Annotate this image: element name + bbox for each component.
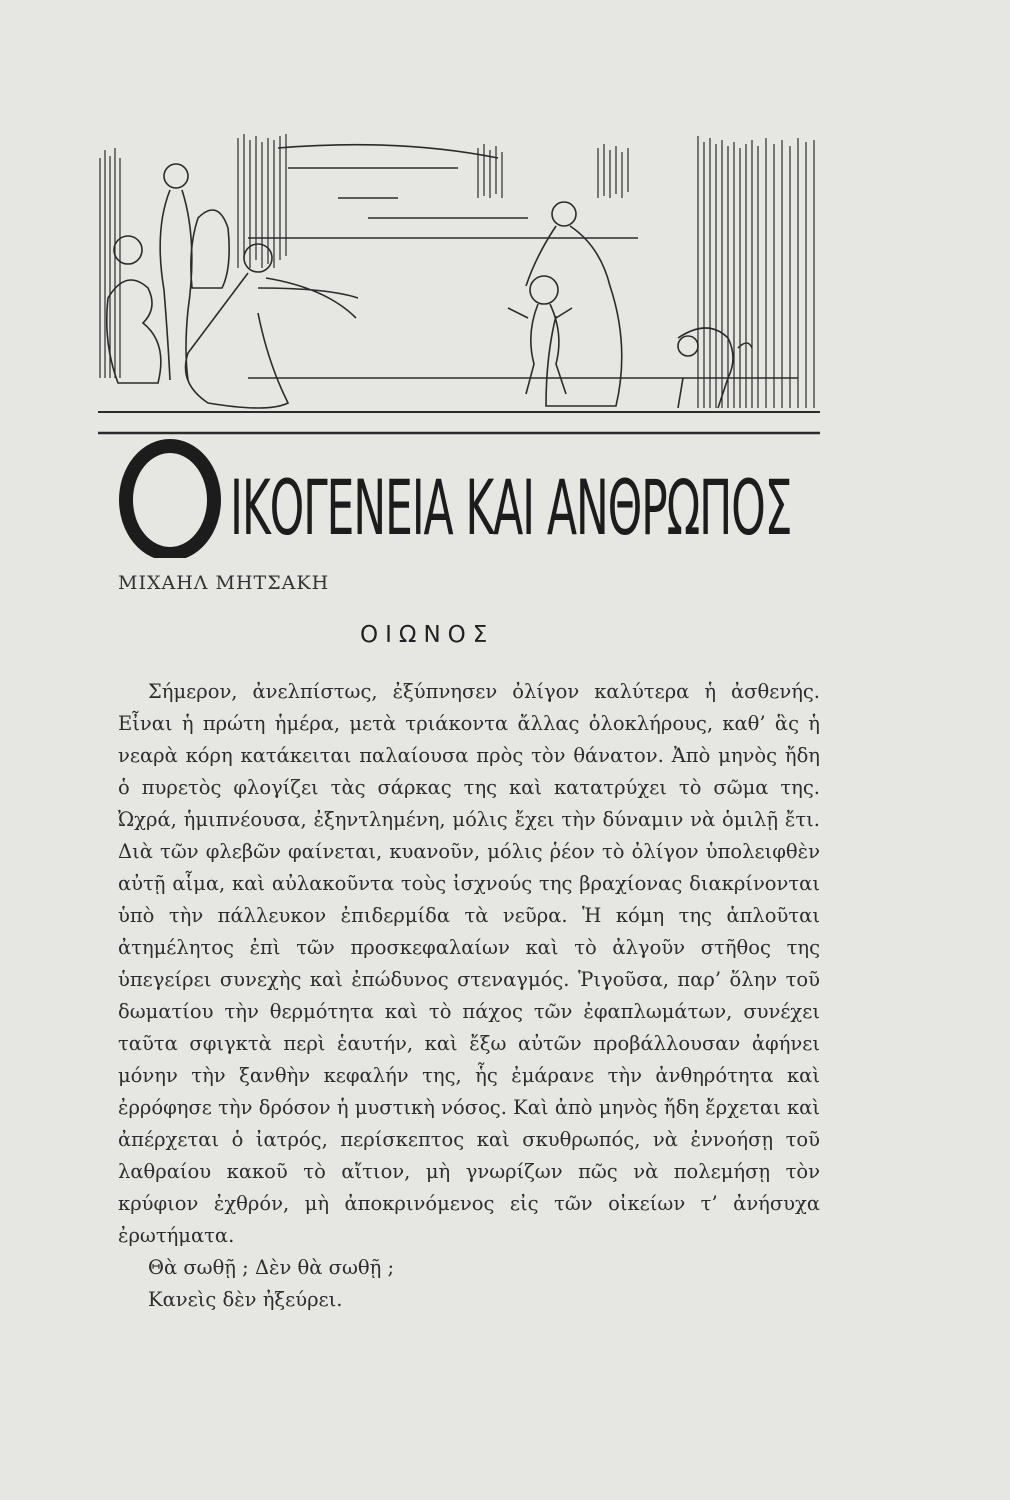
title-text: ΙΚΟΓΕΝΕΙΑ ΚΑΙ ΑΝΘΡΩΠΟΣ	[230, 463, 792, 552]
story-body	[118, 676, 820, 1316]
initial-letter-o	[118, 438, 228, 558]
dialog-line: Θὰ σωθῇ ; Δὲν θὰ σωθῇ ;	[148, 1256, 395, 1279]
title-block	[118, 438, 818, 558]
dialog-line: Κανεὶς δὲν ἠξεύρει.	[148, 1288, 343, 1311]
header-illustration	[98, 128, 820, 438]
family-scene-drawing	[98, 128, 820, 438]
author-name: ΜΙΧΑΗΛ ΜΗΤΣΑΚΗ	[118, 572, 330, 594]
story-heading: ΟΙΩΝΟΣ	[360, 622, 495, 648]
paragraph: Σήμερον, ἀνελπίστως, ἐξύπνησεν ὀλίγον καλύτερα ἡ ἀσθενής. Εἶναι ἡ πρώτη ἡμέρα, μετὰ τριάκοντα ἄλλας ὁλοκλήρους, καθ’ ἃς ἡ νεαρὰ κόρη κατάκειται παλαίουσα πρὸς τὸν θάνατον. Ἀπὸ μηνὸς ἤδη ὁ πυρετὸς φλογίζει τὰς σάρκας της καὶ κατατρύχει τὸ σῶμα της. Ὠχρά, ἡμιπνέουσα, ἐξηντλημένη, μόλις ἔχει τὴν δύναμιν νὰ ὁμιλῇ ἔτι. Διὰ τῶν φλεβῶν φαίνεται, κυανοῦν, μόλις ῥέον τὸ ὀλίγον ὑπολειφθὲν αὐτῇ αἷμα, καὶ αὐλακοῦντα τοὺς ἰσχνούς της βραχίονας διακρίνονται ὑπὸ τὴν πάλλευκον ἐπιδερμίδα τὰ νεῦρα. Ἡ κόμη της ἁπλοῦται ἀτημέλητος ἐπὶ τῶν προσκεφαλαίων καὶ τὸ ἀλγοῦν στῆθος της ὑπεγείρει συνεχὴς καὶ ἐπώδυνος στεναγμός. Ῥιγοῦσα, παρ’ ὅλην τοῦ δωματίου τὴν θερμότητα καὶ τὸ πάχος τῶν ἐφαπλωμάτων, συνέχει ταῦτα σφιγκτὰ περὶ ἑαυτήν, καὶ ἔξω αὐτῶν προβάλλουσαν ἀφήνει μόνην τὴν ξανθὴν κεφαλήν της, ἧς ἐμάρανε τὴν ἀνθηρότητα καὶ ἐρρόφησε τὴν δρόσον ἡ μυστικὴ νόσος. Καὶ ἀπὸ μηνὸς ἤδη ἔρχεται καὶ ἀπέρχεται ὁ ἰατρός, περίσκεπτος καὶ σκυθρωπός, νὰ ἐννοήσῃ τοῦ λαθραίου κακοῦ τὸ αἴτιον, μὴ γνωρίζων πῶς νὰ πολεμήσῃ τὸν κρύφιον ἐχθρόν, μὴ ἀποκρινόμενος εἰς τῶν οἰκείων τ’ ἀνήσυχα ἐρωτήματα.	[118, 680, 820, 1247]
